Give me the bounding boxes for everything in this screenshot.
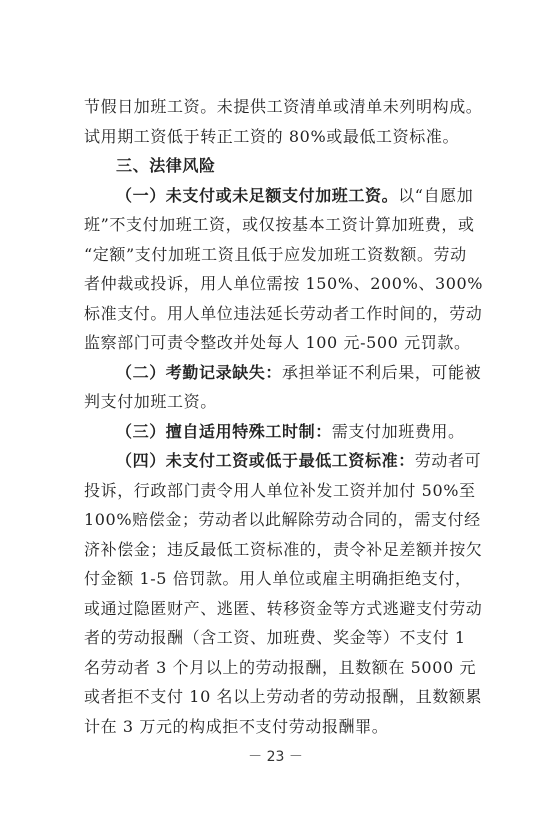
para3-first-line: [84, 417, 476, 447]
para2-line: 判支付加班工资。: [84, 392, 217, 411]
para1-line: 监察部门可责令整改并处每人 100 元-500 元罚款。: [84, 333, 471, 352]
section-heading-legal-risks: 三、法律风险: [116, 156, 216, 175]
para3-title: （三）擅自适用特殊工时制：: [116, 421, 332, 441]
para1-line: “定额”支付加班工资且低于应发加班工资数额。劳动: [84, 244, 467, 264]
para4-text: 劳动者可: [414, 451, 482, 470]
para4-line: 者的劳动报酬（含工资、加班费、奖金等）不支付 1: [84, 628, 466, 647]
para4-first-line: [84, 446, 482, 476]
para4-line: 济补偿金；违反最低工资标准的，责令补足差额并按欠: [84, 539, 483, 559]
body-line-2: 试用期工资低于转正工资的 80%或最低工资标准。: [84, 126, 460, 146]
para1-line: 标准支付。用人单位违法延长劳动者工作时间的，劳动: [84, 303, 483, 323]
para1-title: （一）未支付或未足额支付加班工资。: [116, 185, 399, 205]
para4-title: （四）未支付工资或低于最低工资标准：: [116, 451, 415, 470]
para1-line: 者仲裁或投诉，用人单位需按 150%、200%、300%: [84, 274, 484, 293]
para4-line: 或通过隐匿财产、逃匿、转移资金等方式逃避支付劳动: [84, 598, 483, 618]
para4-line: 投诉，行政部门责令用人单位补发工资并加付 50%至: [84, 480, 476, 500]
para4-line: 计在 3 万元的构成拒不支付劳动报酬罪。: [84, 716, 389, 736]
body-line-1: 节假日加班工资。未提供工资清单或清单未列明构成。: [84, 97, 483, 116]
para1-first-line: [84, 181, 476, 211]
document-page: [84, 92, 484, 741]
para4-line: 付金额 1-5 倍罚款。用人单位或雇主明确拒绝支付，: [84, 569, 472, 588]
para4-line: 名劳动者 3 个月以上的劳动报酬，且数额在 5000 元: [84, 657, 477, 677]
para4-line: 或者拒不支付 10 名以上劳动者的劳动报酬，且数额累: [84, 687, 483, 706]
para4-line: 100%赔偿金；劳动者以此解除劳动合同的，需支付经: [84, 510, 481, 529]
para1-line: 班”不支付加班工资，或仅按基本工资计算加班费，或: [84, 215, 475, 234]
para3-text: 需支付加班费用。: [331, 421, 465, 441]
para1-text: 以“自愿加: [398, 185, 474, 205]
page-number: － 23 －: [248, 749, 303, 765]
para2-text: 承担举证不利后果，可能被: [282, 362, 482, 382]
para2-title: （二）考勤记录缺失：: [116, 362, 283, 382]
para2-first-line: [84, 358, 482, 388]
